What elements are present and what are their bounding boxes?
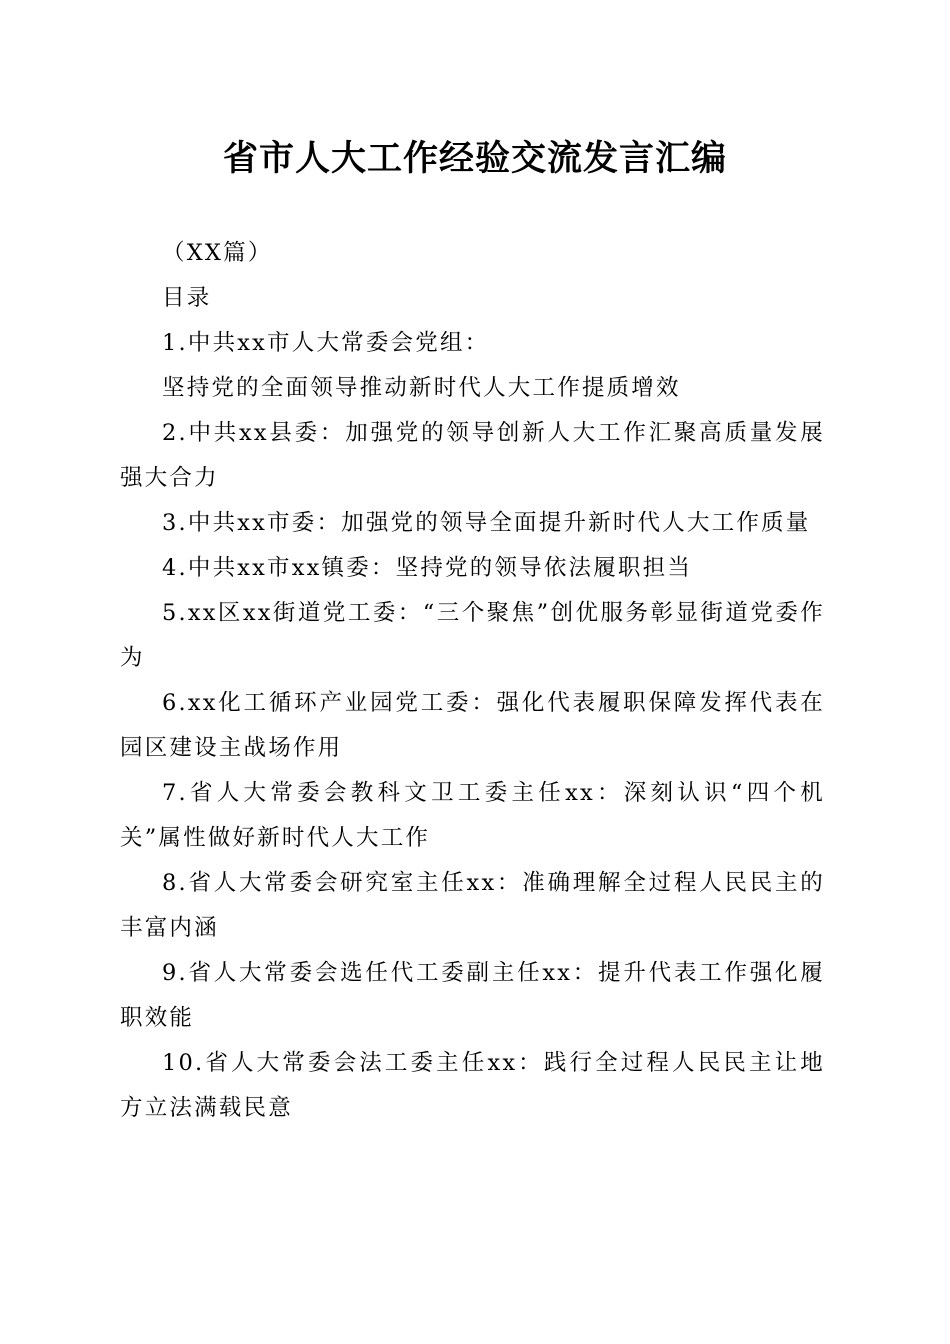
document-title: 省市人大工作经验交流发言汇编 bbox=[222, 138, 727, 179]
subtitle: （XX篇） bbox=[162, 240, 273, 266]
toc-entry-1-title: 坚持党的全面领导推动新时代人大工作提质增效 bbox=[162, 375, 681, 401]
toc-entry-10: 10.省人大常委会法工委主任xx：践行全过程人民民主让地方立法满载民意 bbox=[120, 1050, 825, 1121]
toc-entry-4: 4.中共xx市xx镇委：坚持党的领导依法履职担当 bbox=[162, 555, 693, 581]
toc-entry-1: 1.中共xx市人大常委会党组： bbox=[162, 330, 490, 356]
toc-entry-9: 9.省人大常委会选任代工委副主任xx：提升代表工作强化履职效能 bbox=[120, 960, 825, 1031]
toc-entry-8: 8.省人大常委会研究室主任xx：准确理解全过程人民民主的丰富内涵 bbox=[120, 870, 825, 941]
toc-heading: 目录 bbox=[162, 285, 212, 311]
toc-entry-2: 2.中共xx县委：加强党的领导创新人大工作汇聚高质量发展强大合力 bbox=[120, 420, 825, 491]
toc-entry-7: 7.省人大常委会教科文卫工委主任xx：深刻认识“四个机关”属性做好新时代人大工作 bbox=[120, 780, 825, 851]
toc-entry-6: 6.xx化工循环产业园党工委：强化代表履职保障发挥代表在园区建设主战场作用 bbox=[120, 690, 825, 761]
toc-entry-3: 3.中共xx市委：加强党的领导全面提升新时代人大工作质量 bbox=[162, 510, 811, 536]
toc-entry-5: 5.xx区xx街道党工委：“三个聚焦”创优服务彰显街道党委作为 bbox=[120, 600, 825, 671]
document-body bbox=[120, 231, 825, 1131]
